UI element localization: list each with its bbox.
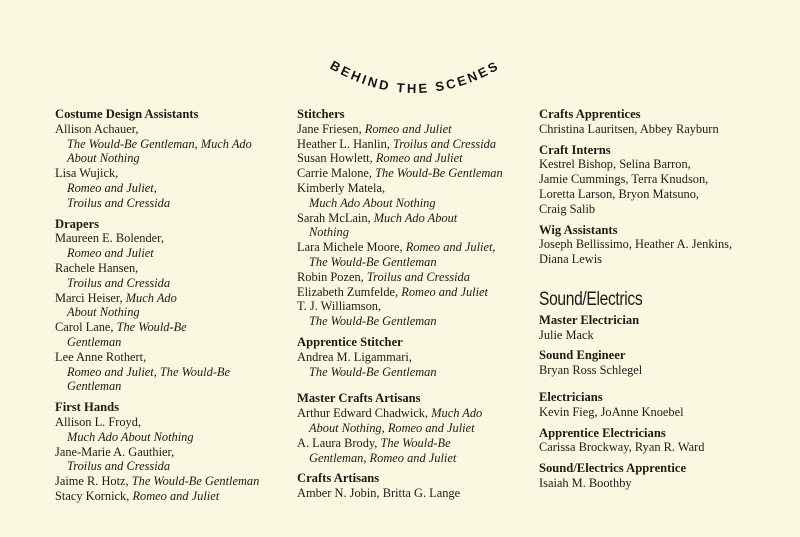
production-title: The Would-Be [116, 320, 187, 335]
production-title: Much Ado About Nothing [309, 195, 436, 210]
production-title: Romeo and Juliet [375, 151, 463, 166]
production-title: Romeo and Juliet [132, 488, 220, 503]
credit-name: Diana Lewis [539, 252, 602, 267]
production-title: Troilus and Cressida [366, 269, 470, 284]
credit-line [297, 166, 525, 181]
credit-name: Arthur Edward Chadwick, [297, 406, 432, 421]
credit-line [297, 255, 525, 270]
credit-line [55, 181, 290, 196]
credit-name: Sarah McLain, [297, 210, 374, 225]
production-title: Much Ado About [373, 210, 458, 225]
credit-section [539, 348, 784, 378]
credit-line [55, 137, 290, 152]
production-title: Gentleman [67, 334, 122, 349]
credit-heading: Master Electrician [539, 312, 640, 327]
credit-line [297, 486, 525, 501]
production-title: Troilus and Cressida [67, 195, 171, 210]
credit-name: Jane-Marie A. Gauthier, [55, 444, 175, 459]
credit-line [55, 459, 290, 474]
credit-line [539, 157, 784, 172]
credit-heading: Electricians [539, 389, 603, 404]
credit-name: Joseph Bellissimo, Heather A. Jenkins, [539, 237, 733, 252]
credit-name: Kevin Fieg, JoAnne Knoebel [539, 404, 684, 419]
credit-line [55, 291, 290, 306]
credit-name: Carrie Malone, [297, 166, 376, 181]
credit-line [55, 489, 290, 504]
production-title: The Would-Be Gentleman [309, 314, 437, 329]
credit-line [539, 476, 784, 491]
production-title: Romeo and Juliet [401, 284, 488, 299]
credit-name: Maureen E. Bolender, [55, 231, 164, 246]
credit-name: Christina Lauritsen, Abbey Rayburn [539, 121, 719, 136]
credit-line [539, 363, 784, 378]
credit-line [55, 305, 290, 320]
credits-column-3 [539, 107, 784, 497]
production-title: About Nothing [67, 151, 140, 166]
credit-name: Lisa Wujick, [55, 166, 119, 181]
credit-line [55, 122, 290, 137]
credit-name: Susan Howlett, [297, 151, 376, 166]
credit-name: Jane Friesen, [297, 121, 365, 136]
credit-line [55, 196, 290, 211]
credit-line [297, 299, 525, 314]
production-title: Romeo and Juliet [67, 246, 154, 261]
credit-name: Heather L. Hanlin, [297, 136, 393, 151]
production-title: Troilus and Cressida [393, 136, 497, 151]
credit-line [539, 202, 784, 217]
production-title: Troilus and Cressida [67, 459, 171, 474]
credit-heading: Master Crafts Artisans [297, 391, 421, 406]
production-title: Much Ado [431, 406, 483, 421]
credit-heading: Apprentice Stitcher [297, 334, 403, 349]
credit-name: Carissa Brockway, Ryan R. Ward [539, 440, 705, 455]
credit-line [297, 350, 525, 365]
credit-section [55, 107, 290, 211]
credit-line [539, 328, 784, 343]
credit-name: Lara Michele Moore, [297, 240, 406, 255]
credit-line [539, 440, 784, 455]
credit-line [297, 270, 525, 285]
credit-name: Craig Salib [539, 201, 596, 216]
credit-line [55, 320, 290, 335]
credit-line [297, 211, 525, 226]
credit-line [297, 137, 525, 152]
production-title: The Would-Be Gentleman, Much Ado [67, 136, 252, 151]
credit-line [297, 436, 525, 451]
credit-line [539, 237, 784, 252]
credit-heading: Crafts Artisans [297, 471, 380, 486]
credit-line [297, 314, 525, 329]
credit-line [297, 421, 525, 436]
credit-section [539, 390, 784, 420]
production-title: Romeo and Juliet, [67, 180, 157, 195]
production-title: The Would-Be Gentleman [309, 254, 437, 269]
credit-line [55, 379, 290, 394]
credit-line [55, 445, 290, 460]
credit-section [539, 223, 784, 267]
credit-heading: Stitchers [297, 107, 345, 121]
credit-name: Stacy Kornick, [55, 488, 133, 503]
credit-name: Rachele Hansen, [55, 260, 139, 275]
production-title: Romeo and Juliet, The Would-Be [67, 364, 230, 379]
credit-heading: Costume Design Assistants [55, 107, 199, 121]
credit-name: Amber N. Jobin, Britta G. Lange [297, 486, 461, 501]
credit-name: Bryan Ross Schlegel [539, 363, 643, 378]
production-title: About Nothing, Romeo and Juliet [309, 420, 475, 435]
credit-name: Julie Mack [539, 327, 594, 342]
credit-name: Jamie Cummings, Terra Knudson, [539, 172, 709, 187]
credit-section [539, 313, 784, 343]
credit-line [55, 276, 290, 291]
credit-line [55, 246, 290, 261]
credit-name: Andrea M. Ligammari, [297, 349, 412, 364]
credit-name: Kestrel Bishop, Selina Barron, [539, 157, 691, 172]
credit-line [55, 365, 290, 380]
credit-heading: Wig Assistants [539, 222, 618, 237]
credit-section [297, 335, 525, 379]
production-title: Romeo and Juliet, [405, 240, 496, 255]
credit-name: Marci Heiser, [55, 290, 126, 305]
production-title: Troilus and Cressida [67, 275, 171, 290]
credit-line [297, 122, 525, 137]
production-title: Gentleman [67, 379, 122, 394]
section-title-sound-electrics: Sound/Electrics [539, 288, 643, 310]
credit-name: T. J. Williamson, [297, 299, 382, 314]
credit-section [539, 107, 784, 137]
credit-line [297, 181, 525, 196]
credit-line [297, 285, 525, 300]
credits-column-1 [55, 107, 290, 510]
credit-name: Allison Achauer, [55, 121, 139, 136]
credit-line [539, 172, 784, 187]
credit-name: Carol Lane, [55, 320, 117, 335]
credit-line [55, 474, 290, 489]
credit-line [55, 231, 290, 246]
credit-line [55, 430, 290, 445]
credit-line [539, 252, 784, 267]
credit-line [297, 240, 525, 255]
production-title: The Would-Be [380, 435, 451, 450]
production-title: The Would-Be Gentleman [309, 364, 437, 379]
credit-line [297, 225, 525, 240]
credit-name: Lee Anne Rothert, [55, 349, 147, 364]
credit-name: Elizabeth Zumfelde, [297, 284, 402, 299]
credits-column-2 [297, 107, 525, 507]
production-title: Gentleman, Romeo and Juliet [309, 450, 457, 465]
credit-line [297, 365, 525, 380]
credit-section [297, 107, 525, 329]
production-title: About Nothing [67, 305, 140, 320]
credit-line [55, 415, 290, 430]
credit-section [539, 143, 784, 217]
behind-the-scenes-banner [290, 20, 540, 110]
banner-title: BEHIND THE SCENES [327, 57, 503, 97]
credit-section [55, 217, 290, 395]
credit-line [539, 122, 784, 137]
production-title: The Would-Be Gentleman [131, 474, 260, 489]
production-title: Nothing [309, 225, 349, 240]
credit-heading: Sound/Electrics Apprentice [539, 461, 687, 476]
credit-name: Kimberly Matela, [297, 180, 386, 195]
production-title: The Would-Be Gentleman [375, 166, 503, 181]
credit-heading: Sound Engineer [539, 348, 626, 363]
credit-line [55, 350, 290, 365]
production-title: Much Ado About Nothing [67, 429, 194, 444]
credit-line [55, 151, 290, 166]
credit-heading: Drapers [55, 216, 100, 231]
credit-line [297, 451, 525, 466]
credit-heading: First Hands [55, 400, 120, 415]
credit-section [297, 391, 525, 465]
credit-line [55, 166, 290, 181]
credit-name: A. Laura Brody, [297, 435, 381, 450]
credit-name: Allison L. Froyd, [55, 414, 142, 429]
credit-section [539, 461, 784, 491]
credit-section [297, 471, 525, 501]
credit-name: Loretta Larson, Bryon Matsuno, [539, 186, 700, 201]
credit-section [539, 426, 784, 456]
credit-line [297, 406, 525, 421]
credit-line [539, 405, 784, 420]
credit-name: Isaiah M. Boothby [539, 475, 632, 490]
production-title: Romeo and Juliet [364, 121, 452, 136]
credit-heading: Apprentice Electricians [539, 425, 666, 440]
production-title: Much Ado [125, 290, 177, 305]
credit-line [55, 335, 290, 350]
credit-section [55, 400, 290, 504]
credit-name: Jaime R. Hotz, [55, 474, 132, 489]
credit-line [297, 151, 525, 166]
credit-line [539, 187, 784, 202]
credit-line [55, 261, 290, 276]
credit-heading: Craft Interns [539, 142, 611, 157]
credit-heading: Crafts Apprentices [539, 107, 641, 121]
credit-line [297, 196, 525, 211]
credit-name: Robin Pozen, [297, 269, 367, 284]
